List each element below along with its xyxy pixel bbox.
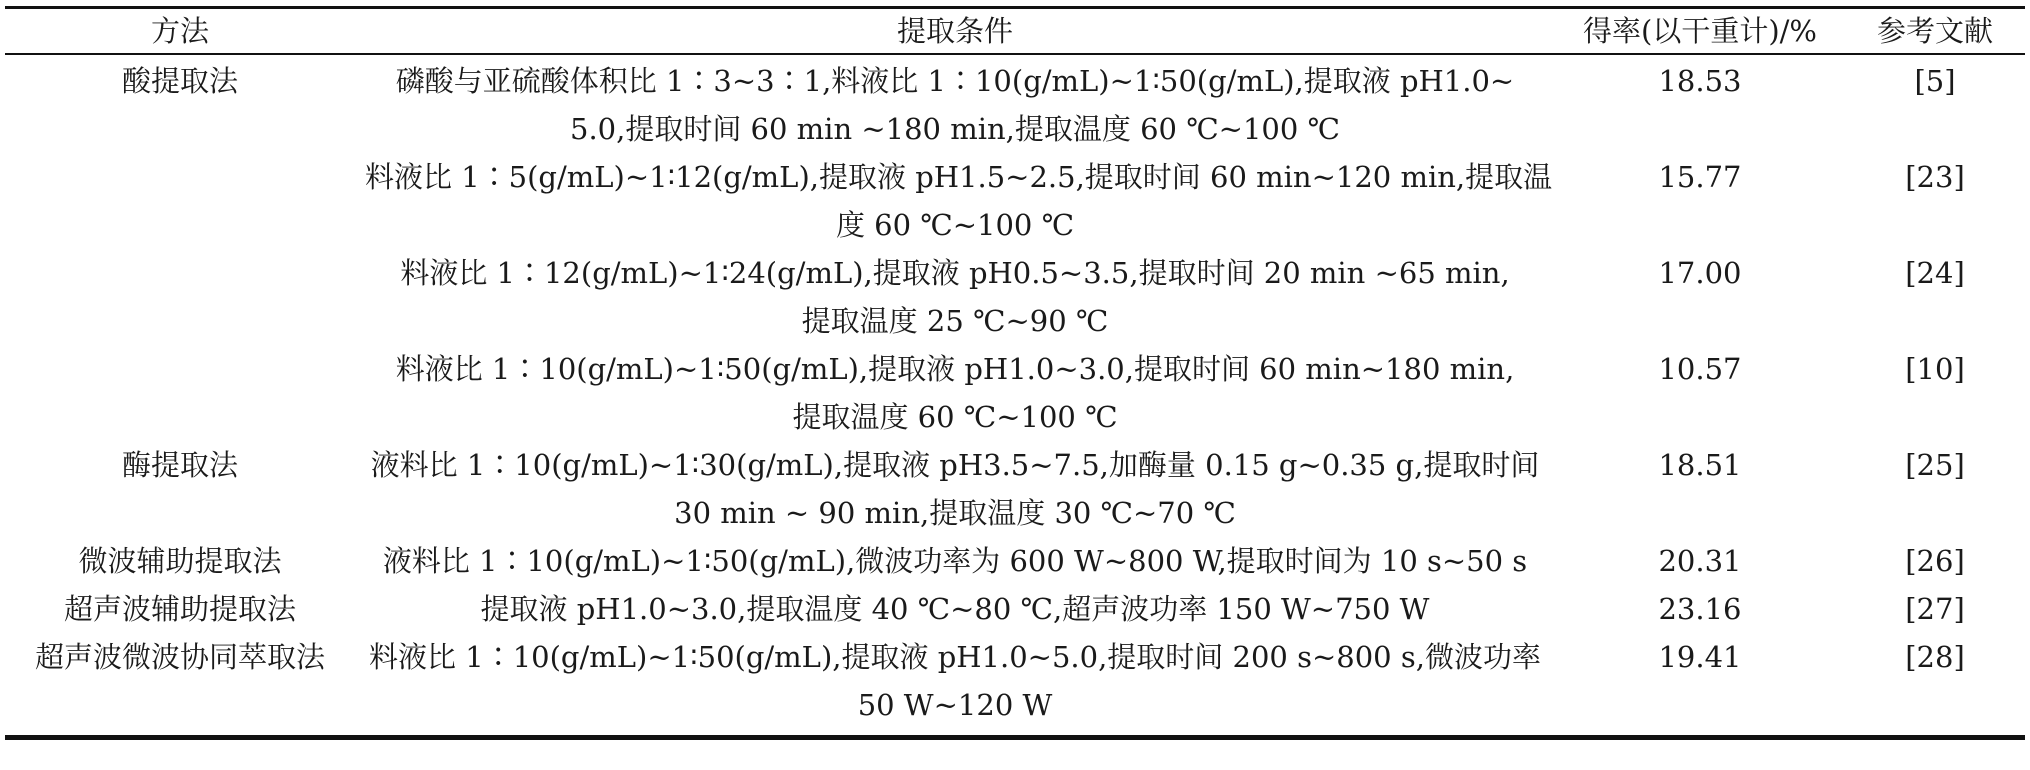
header-yield: 得率(以干重计)/% [1583, 14, 1817, 48]
method-cell: 超声波微波协同萃取法 [34, 640, 325, 674]
reference-cell: [5] [1914, 64, 1956, 98]
method-cell: 酸提取法 [121, 64, 238, 98]
reference-cell: [25] [1905, 448, 1965, 482]
reference-cell: [28] [1905, 640, 1965, 674]
yield-cell: 23.16 [1658, 592, 1742, 626]
reference-cell: [10] [1905, 352, 1965, 386]
conditions-cell [355, 153, 1555, 249]
conditions-cell [355, 249, 1555, 345]
yield-cell: 10.57 [1658, 352, 1742, 386]
conditions-line: 30 min ~ 90 min,提取温度 30 ℃~70 ℃ [674, 496, 1236, 530]
bottom-rule [5, 735, 2025, 740]
table-row [5, 249, 2025, 345]
conditions-cell [355, 537, 1555, 585]
reference-cell: [27] [1905, 592, 1965, 626]
yield-cell: 18.53 [1658, 64, 1742, 98]
yield-cell: 15.77 [1658, 160, 1742, 194]
table-row [5, 633, 2025, 729]
conditions-cell [355, 55, 1555, 153]
reference-cell: [24] [1905, 256, 1965, 290]
table-header-row [5, 9, 2025, 53]
header-conditions: 提取条件 [896, 14, 1013, 48]
method-cell: 酶提取法 [121, 448, 238, 482]
yield-cell: 17.00 [1658, 256, 1742, 290]
conditions-cell [355, 585, 1555, 633]
conditions-line: 提取液 pH1.0~3.0,提取温度 40 ℃~80 ℃,超声波功率 150 W~750 W [480, 592, 1430, 626]
table-row [5, 537, 2025, 585]
table-row [5, 585, 2025, 633]
conditions-line: 提取温度 60 ℃~100 ℃ [792, 400, 1118, 434]
conditions-line: 液料比 1∶10(g/mL)~1∶30(g/mL),提取液 pH3.5~7.5,加酶量 0.15 g~0.35 g,提取时间 [370, 448, 1540, 482]
conditions-line: 5.0,提取时间 60 min ~180 min,提取温度 60 ℃~100 ℃ [570, 112, 1340, 146]
conditions-line: 50 W~120 W [857, 688, 1053, 722]
yield-cell: 19.41 [1658, 640, 1742, 674]
conditions-line: 提取温度 25 ℃~90 ℃ [801, 304, 1109, 338]
yield-cell: 20.31 [1658, 544, 1742, 578]
conditions-cell [355, 345, 1555, 441]
conditions-line: 料液比 1∶10(g/mL)~1∶50(g/mL),提取液 pH1.0~3.0,提取时间 60 min~180 min, [395, 352, 1515, 386]
conditions-cell [355, 441, 1555, 537]
reference-cell: [23] [1905, 160, 1965, 194]
table-row [5, 55, 2025, 153]
yield-cell: 18.51 [1658, 448, 1742, 482]
conditions-line: 液料比 1∶10(g/mL)~1∶50(g/mL),微波功率为 600 W~800 W,提取时间为 10 s~50 s [382, 544, 1528, 578]
conditions-line: 磷酸与亚硫酸体积比 1∶3~3∶1,料液比 1∶10(g/mL)~1∶50(g/mL),提取液 pH1.0~ [395, 64, 1515, 98]
header-reference: 参考文献 [1876, 14, 1993, 48]
method-cell [5, 153, 355, 249]
conditions-line: 料液比 1∶12(g/mL)~1∶24(g/mL),提取液 pH0.5~3.5,提取时间 20 min ~65 min, [400, 256, 1510, 290]
table-row [5, 441, 2025, 537]
conditions-cell [355, 633, 1555, 729]
table-row [5, 153, 2025, 249]
method-cell: 微波辅助提取法 [78, 544, 282, 578]
conditions-line: 料液比 1∶5(g/mL)~1∶12(g/mL),提取液 pH1.5~2.5,提取时间 60 min~120 min,提取温 [365, 160, 1553, 194]
conditions-line: 度 60 ℃~100 ℃ [835, 208, 1075, 242]
method-cell [5, 249, 355, 345]
method-cell [5, 345, 355, 441]
reference-cell: [26] [1905, 544, 1965, 578]
extraction-methods-table [5, 6, 2025, 740]
method-cell: 超声波辅助提取法 [63, 592, 296, 626]
header-method: 方法 [150, 14, 209, 48]
conditions-line: 料液比 1∶10(g/mL)~1∶50(g/mL),提取液 pH1.0~5.0,提取时间 200 s~800 s,微波功率 [369, 640, 1541, 674]
table-row [5, 345, 2025, 441]
